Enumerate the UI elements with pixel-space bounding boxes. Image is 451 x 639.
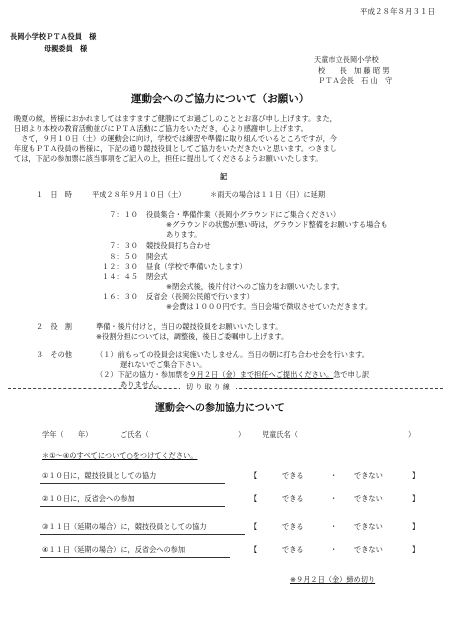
answer-underline <box>40 506 225 507</box>
bracket-open: 【 <box>250 545 258 554</box>
item3-p1a: （１）前もっての役員会は実施いたしません。当日の朝に打ち合わせ会を行います。 <box>96 350 369 359</box>
sender-principal: 校 長 加 藤 昭 男 <box>318 66 390 75</box>
question-1: ①１０日に，競技役員としての協力 <box>42 471 157 480</box>
bracket-open: 【 <box>250 471 258 480</box>
schedule-note: ※グラウンドの状態が悪い時は，グラウンド整備をお願いする場合も <box>166 220 388 229</box>
bracket-open: 【 <box>250 522 258 531</box>
bracket-open: 【 <box>250 494 258 503</box>
answer-underline <box>40 557 230 558</box>
option-no-4[interactable]: できない <box>354 545 383 554</box>
document-title: 運動会へのご協力について（お願い） <box>131 93 310 105</box>
option-dot: ・ <box>330 494 338 503</box>
schedule-time: ８：５０ <box>109 252 138 261</box>
answer-underline <box>40 483 225 484</box>
cut-line-label: 切 り 取 り 線 <box>180 383 236 392</box>
option-yes-1[interactable]: できる <box>282 471 304 480</box>
child-name-label[interactable]: 児童氏名（ <box>262 430 298 439</box>
option-no-1[interactable]: できない <box>354 471 383 480</box>
schedule-note: ※会費は１０００円です。当日会場で徴収させていただきます。 <box>166 302 373 311</box>
option-yes-2[interactable]: できる <box>282 494 304 503</box>
item3-label: ３ その他 <box>36 350 72 359</box>
item3-p1b: 遅れないでご集合下さい。 <box>120 360 207 369</box>
question-2: ②１０日に，反省会への参加 <box>42 494 135 503</box>
form-deadline: ※９月２日（金）締め切り <box>290 575 376 584</box>
schedule-text: 閉会式 <box>146 272 168 281</box>
item1-label: １ 日 時 <box>36 190 72 199</box>
schedule-note: あります。 <box>166 230 202 239</box>
issue-date: 平成２８年８月３１日 <box>360 7 435 16</box>
item3-p2b: ありません。 <box>120 380 164 389</box>
item3-p2a-deadline: ９月２日（金）まで担任へご提出ください。 <box>189 370 334 379</box>
item2-label: ２ 役 割 <box>36 322 72 331</box>
option-no-3[interactable]: できない <box>354 522 383 531</box>
item1-date: 平成２８年９月１０日（土） <box>92 190 186 199</box>
schedule-time: ７：３０ <box>109 241 138 250</box>
intro-line-5: ては，下記の参加票に該当事項をご記入の上，担任に提出してくださるようお願いいたします。 <box>14 154 323 163</box>
item3-p2a-pre: （２）下記の協力・参加票を <box>96 370 190 379</box>
option-dot: ・ <box>330 522 338 531</box>
bracket-close: 】 <box>412 471 420 480</box>
answer-underline <box>40 534 245 535</box>
schedule-text: 競技役員打ち合わせ <box>146 241 211 250</box>
option-yes-3[interactable]: できる <box>282 522 304 531</box>
ki-heading: 記 <box>220 172 228 181</box>
schedule-text: 昼食（学校で準備いたします） <box>146 262 247 271</box>
question-4: ④１１日（延期の場合）に，反省会への参加 <box>42 545 186 554</box>
item1-rain: ＊雨天の場合は１１日（日）に延期 <box>210 190 326 199</box>
schedule-time: １６：３０ <box>102 292 138 301</box>
grade-field[interactable]: 学年（ 年） <box>42 430 93 439</box>
sender-pta: ＰＴＡ会長 石 山 守 <box>318 76 393 85</box>
intro-line-3: さて，９月１０日（土）の運動会に向け，学校では練習や準備に取り組んでいるところですが，今 <box>14 134 337 143</box>
item2-line-1: 準備・後片付けと，当日の競技役員をお願いいたします。 <box>96 322 283 331</box>
item3-p2a <box>96 370 369 380</box>
parent-name-label[interactable]: ご氏名（ <box>120 430 149 439</box>
option-yes-4[interactable]: できる <box>282 545 304 554</box>
recipient-1: 長岡小学校ＰＴＡ役員 様 <box>10 32 97 41</box>
parent-name-close: ） <box>238 430 246 439</box>
sender-school: 天童市立長岡小学校 <box>314 55 379 64</box>
question-3: ③１１日（延期の場合）に，競技役員としての協力 <box>42 522 207 531</box>
recipient-2: 母親委員 様 <box>44 44 88 53</box>
intro-line-2: 日頃より本校の教育活動並びにＰＴＡ活動にご協力をいただき，心より感謝申し上げます。 <box>14 124 308 133</box>
option-dot: ・ <box>330 471 338 480</box>
item2-line-2: ※役割分担については，調整後，後日ご委嘱申し上げます。 <box>96 332 289 341</box>
schedule-text: 反省会（長岡公民館で行います） <box>146 292 254 301</box>
form-title: 運動会への参加協力について <box>155 403 285 414</box>
option-no-2[interactable]: できない <box>354 494 383 503</box>
child-name-close: ） <box>408 430 416 439</box>
schedule-time: １４：４５ <box>102 272 138 281</box>
bracket-close: 】 <box>412 494 420 503</box>
item3-p2a-post: 急で申し訳 <box>333 370 370 379</box>
form-instruction: ＊①～④のすべてについて○をつけてください。 <box>42 451 198 460</box>
schedule-time: １２：３０ <box>102 262 138 271</box>
schedule-time: ７：１０ <box>109 210 138 219</box>
schedule-text: 開会式 <box>146 252 168 261</box>
option-dot: ・ <box>330 545 338 554</box>
schedule-note: ※閉会式後，後片付けへのご協力をお願いいたします。 <box>166 282 344 291</box>
bracket-close: 】 <box>412 522 420 531</box>
intro-line-4: 年度もＰＴＡ役員の皆様に，下記の通り競技役員としてご協力をいただきたいと思います。つきまし <box>14 144 337 153</box>
bracket-close: 】 <box>412 545 420 554</box>
intro-line-1: 晩夏の候，皆様におかれましてはますますご健勝にてお過ごしのこととお喜び申し上げます。また， <box>14 114 337 123</box>
schedule-text: 役員集合・準備作業（長岡小グラウンドにご集合ください） <box>146 210 341 219</box>
